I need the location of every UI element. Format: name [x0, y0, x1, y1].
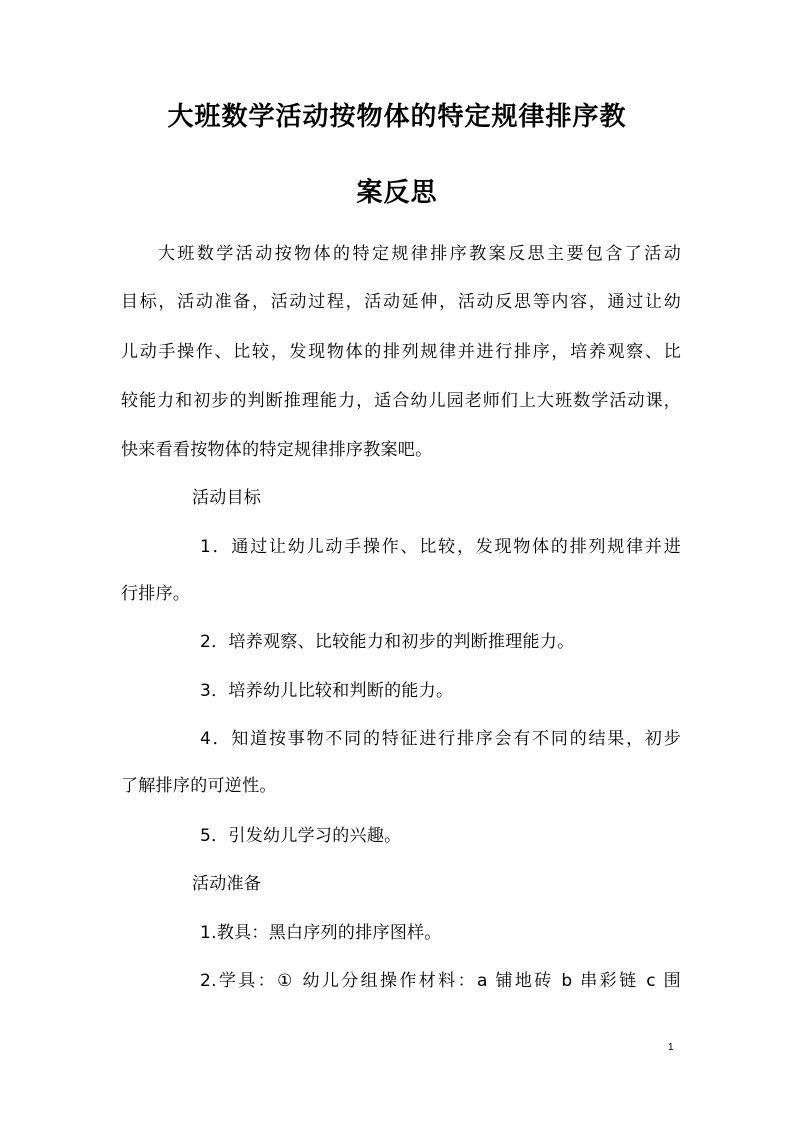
preparation-item-1: 1.教具：黑白序列的排序图样。: [200, 923, 442, 943]
page-number: 1: [668, 1042, 674, 1053]
goal-4-line-1: 4．知道按事物不同的特征进行排序会有不同的结果，初步: [200, 729, 681, 749]
goal-5: 5．引发幼儿学习的兴趣。: [200, 826, 402, 846]
goal-2: 2．培养观察、比较能力和初步的判断推理能力。: [200, 632, 575, 652]
document-title-line-2: 案反思: [356, 178, 438, 208]
intro-line-5: 快来看看按物体的特定规律排序教案吧。: [121, 440, 433, 460]
goal-1-line-2: 行排序。: [121, 584, 191, 604]
intro-line-3: 儿动手操作、比较，发现物体的排列规律并进行排序，培养观察、比: [121, 342, 681, 362]
section-heading-goals: 活动目标: [192, 488, 262, 508]
preparation-item-2: 2.学具：① 幼儿分组操作材料：a 铺地砖 b 串彩链 c 围: [200, 971, 681, 991]
intro-line-2: 目标，活动准备，活动过程，活动延伸，活动反思等内容，通过让幼: [121, 292, 681, 312]
goal-1-line-1: 1．通过让幼儿动手操作、比较，发现物体的排列规律并进: [200, 537, 681, 557]
intro-line-4: 较能力和初步的判断推理能力，适合幼儿园老师们上大班数学活动课，: [121, 391, 681, 411]
intro-line-1: 大班数学活动按物体的特定规律排序教案反思主要包含了活动: [158, 244, 681, 264]
document-title-line-1: 大班数学活动按物体的特定规律排序教: [167, 102, 627, 132]
goal-3: 3．培养幼儿比较和判断的能力。: [200, 681, 454, 701]
goal-4-line-2: 了解排序的可逆性。: [121, 776, 277, 796]
section-heading-preparation: 活动准备: [192, 874, 262, 894]
